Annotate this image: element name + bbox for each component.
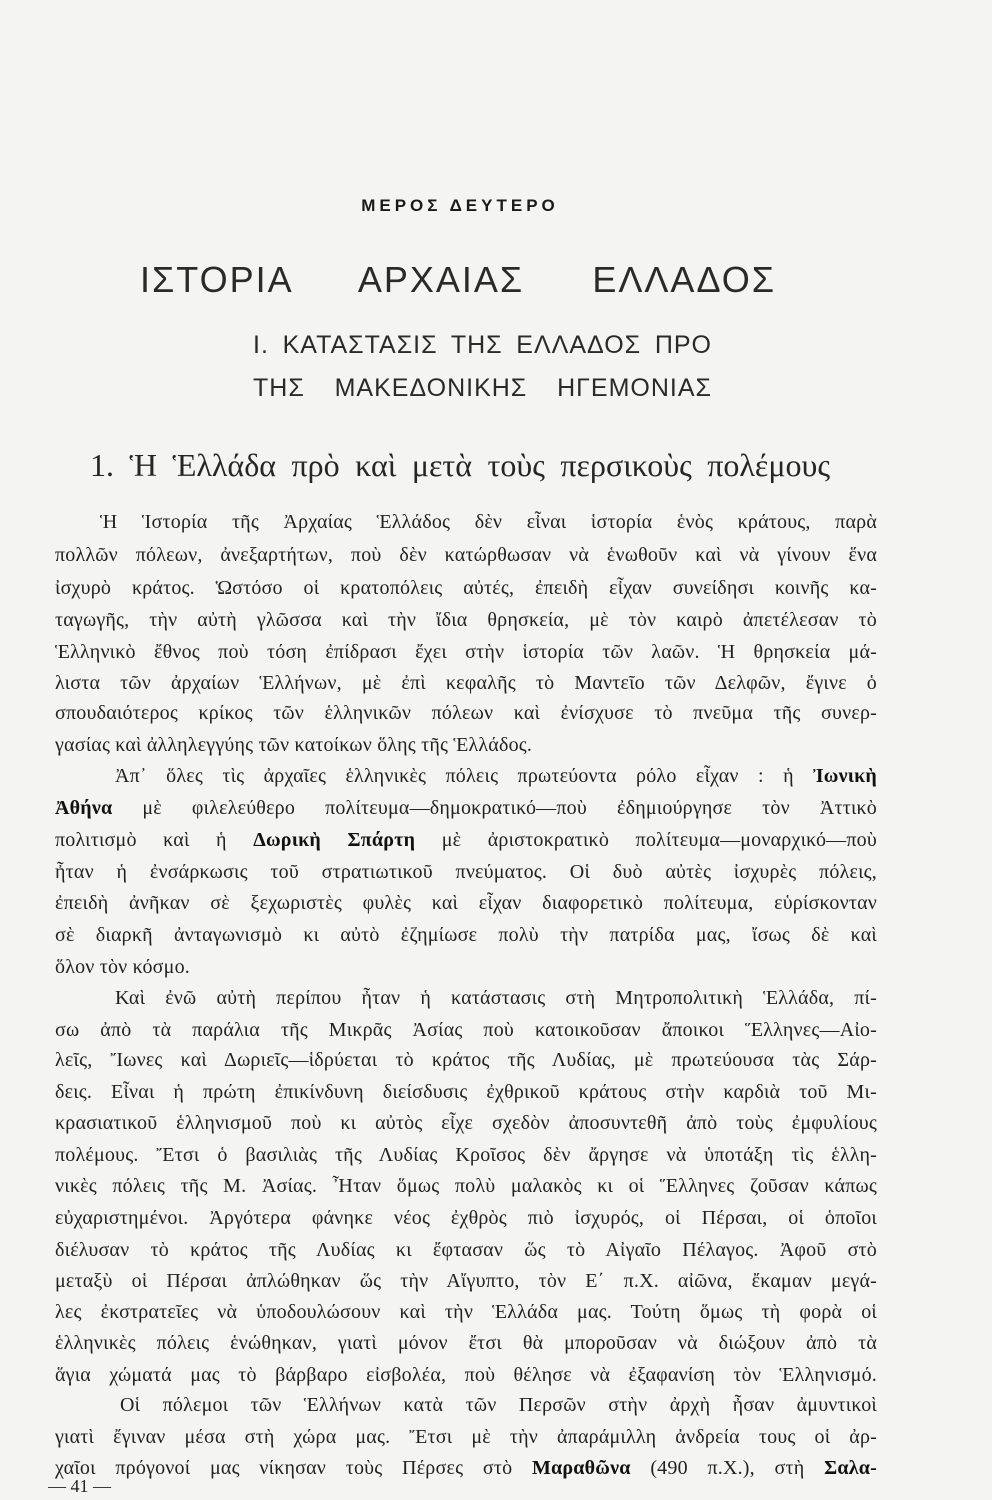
body-line: ἐπειδὴ ἀνῆκαν σὲ ξεχωριστὲς φυλὲς καὶ εἶχαν διαφορετικὸ πολίτευμα, εὑρίσκονταν <box>55 892 877 914</box>
bold-term: Σαλα- <box>824 1457 877 1479</box>
body-text-run: χαῖοι πρόγονοί μας νίκησαν τοὺς Πέρσες στὸ <box>55 1457 532 1479</box>
body-line: Οἱ πόλεμοι τῶν Ἑλλήνων κατὰ τῶν Περσῶν στὴν ἀρχὴ ἦσαν ἀμυντικοὶ <box>120 1394 877 1416</box>
body-line: γασίας καὶ ἀλληλεγγύης τῶν κατοίκων ὅλης τῆς Ἑλλάδος. <box>55 734 533 756</box>
body-line <box>55 825 877 855</box>
body-line: διέλυσαν τὸ κράτος τῆς Λυδίας κι ἔφτασαν ὥς τὸ Αἰγαῖο Πέλαγος. Ἀφοῦ στὸ <box>55 1239 877 1261</box>
body-line: μεταξὺ οἱ Πέρσαι ἀπλώθηκαν ὥς τὴν Αἴγυπτο, τὸν Ε΄ π.Χ. αἰῶνα, ἔκαμαν μεγά- <box>55 1270 877 1292</box>
body-line: κρασιατικοῦ ἑλληνισμοῦ ποὺ κι αὐτὸς εἶχε σχεδὸν ἀποσυντεθῆ ἀπὸ τοὺς ἐμφυλίους <box>55 1112 877 1134</box>
bold-term: Μαραθῶνα <box>531 1457 631 1479</box>
body-line: λες ἐκστρατεῖες νὰ ὑποδουλώσουν καὶ τὴν Ἑλλάδα μας. Τούτη ὅμως τὴ φορὰ οἱ <box>55 1301 877 1323</box>
page-number: — 41 — <box>48 1476 111 1496</box>
body-line: ἦταν ἡ ἐνσάρκωσις τοῦ στρατιωτικοῦ πνεύματος. Οἱ δυὸ αὐτὲς ἰσχυρὲς πόλεις, <box>55 861 877 883</box>
body-line: Καὶ ἐνῶ αὐτὴ περίπου ἦταν ἡ κατάστασις στὴ Μητροπολιτικὴ Ἑλλάδα, πί- <box>115 987 877 1009</box>
bold-term: Ἀθήνα <box>55 797 113 819</box>
body-line: ἰσχυρὸ κράτος. Ὡστόσο οἱ κρατοπόλεις αὐτές, ἐπειδὴ εἶχαν συνείδησι κοινῆς κα- <box>55 577 877 599</box>
body-text-run: μὲ φιλελεύθερο πολίτευμα—δημοκρατικό—ποὺ ἐδημιούργησε τὸν Ἀττικὸ <box>112 797 877 819</box>
body-line: Ἑλληνικὸ ἔθνος ποὺ τόση ἐπίδρασι ἔχει στὴν ἱστορία τῶν λαῶν. Ἡ θρησκεία μά- <box>55 641 877 663</box>
body-line <box>115 761 877 791</box>
chapter-heading-line: I. ΚΑΤΑΣΤΑΣΙΣ ΤΗΣ ΕΛΛΑΔΟΣ ΠΡΟ <box>253 331 712 359</box>
body-line: σω ἀπὸ τὰ παράλια τῆς Μικρᾶς Ἀσίας ποὺ κατοικοῦσαν ἄποικοι Ἕλληνες—Αἰο- <box>55 1019 877 1041</box>
body-text-run: (490 π.Χ.), στὴ <box>630 1457 825 1479</box>
body-line: ταγωγῆς, τὴν αὐτὴ γλῶσσα καὶ τὴν ἴδια θρησκεία, μὲ τὸν καιρὸ ἀπετέλεσαν τὸ <box>55 609 877 631</box>
chapter-heading-line: ΤΗΣ ΜΑΚΕΔΟΝΙΚΗΣ ΗΓΕΜΟΝΙΑΣ <box>253 374 712 402</box>
body-line: λιστα τῶν ἀρχαίων Ἑλλήνων, μὲ ἐπὶ κεφαλῆς τὸ Μαντεῖο τῶν Δελφῶν, ἔγινε ὁ <box>55 672 877 694</box>
part-label: ΜΕΡΟΣ ΔΕΥΤΕΡΟ <box>361 196 559 215</box>
body-line: λεῖς, Ἴωνες καὶ Δωριεῖς—ἱδρύεται τὸ κράτος τῆς Λυδίας, μὲ πρωτεύουσα τὰς Σάρ- <box>55 1049 877 1071</box>
book-title: ΙΣΤΟΡΙΑ ΑΡΧΑΙΑΣ ΕΛΛΑΔΟΣ <box>140 259 776 300</box>
body-line: γιατὶ ἔγιναν μέσα στὴ χώρα μας. Ἔτσι μὲ τὴν ἀπαράμιλλη ἀνδρεία τους οἱ ἀρ- <box>55 1426 877 1448</box>
body-line: πολέμους. Ἔτσι ὁ βασιλιὰς τῆς Λυδίας Κροῖσος δὲν ἄργησε νὰ ὑποτάξη τὶς ἑλλη- <box>55 1144 877 1166</box>
body-line <box>55 793 877 823</box>
body-line: σὲ διαρκῆ ἀνταγωνισμὸ κι αὐτὸ ἐζημίωσε πολὺ τὴν πατρίδα μας, ἴσως δὲ καὶ <box>55 924 877 946</box>
bold-term: Ἰωνικὴ <box>813 765 877 787</box>
body-line: ὅλον τὸν κόσμο. <box>55 956 190 978</box>
body-text-run: Ἀπ᾿ ὅλες τὶς ἀρχαῖες ἑλληνικὲς πόλεις πρωτεύοντα ρόλο εἶχαν : ἡ <box>115 765 814 787</box>
body-line: ἅγια χώματά μας τὸ βάρβαρο εἰσβολέα, ποὺ θέλησε νὰ ἐξαφανίση τὸν Ἑλληνισμό. <box>55 1364 877 1386</box>
body-text-run: μὲ ἀριστοκρατικὸ πολίτευμα—μοναρχικό—ποὺ <box>415 829 877 851</box>
bold-term: Δωρικὴ Σπάρτη <box>253 829 416 851</box>
body-line: εὐχαριστημένοι. Ἀργότερα φάνηκε νέος ἐχθρὸς πιὸ ἰσχυρός, οἱ Πέρσαι, οἱ ὁποῖοι <box>55 1207 877 1229</box>
body-line: πολλῶν πόλεων, ἀνεξαρτήτων, ποὺ δὲν κατώρθωσαν νὰ ἑνωθοῦν καὶ νὰ γίνουν ἕνα <box>55 544 877 566</box>
body-line: Ἡ Ἱστορία τῆς Ἀρχαίας Ἑλλάδος δὲν εἶναι ἱστορία ἑνὸς κράτους, παρὰ <box>100 511 877 533</box>
body-text-run: πολιτισμὸ καὶ ἡ <box>55 829 254 851</box>
body-line: ἑλληνικὲς πόλεις ἑνώθηκαν, γιατὶ μόνον ἔτσι θὰ μποροῦσαν νὰ διώξουν ἀπὸ τὰ <box>55 1332 877 1354</box>
body-line: νικὲς πόλεις τῆς Μ. Ἀσίας. Ἦταν ὅμως πολὺ μαλακὸς κι οἱ Ἕλληνες ζοῦσαν κάπως <box>55 1175 877 1197</box>
body-line: σπουδαιότερος κρίκος τῶν ἑλληνικῶν πόλεων καὶ ἐνίσχυσε τὸ πνεῦμα τῆς συνερ- <box>55 702 877 724</box>
section-heading: 1. Ἡ Ἑλλάδα πρὸ καὶ μετὰ τοὺς περσικοὺς πολέμους <box>90 447 830 483</box>
body-line: δεις. Εἶναι ἡ πρώτη ἐπικίνδυνη διείσδυσις ἐχθρικοῦ κράτους στὴν καρδιὰ τοῦ Μι- <box>55 1081 877 1103</box>
body-line <box>55 1453 877 1483</box>
